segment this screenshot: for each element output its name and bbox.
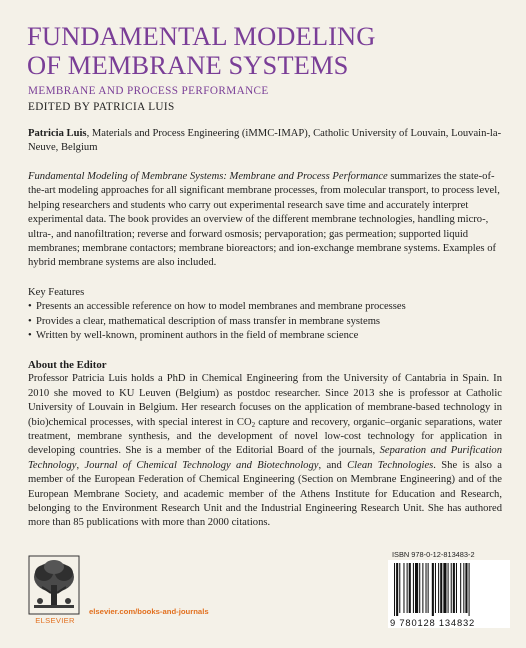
description-text: summarizes the state-of-the-art modeling approaches for all significant membrane processes, from molecular transport, to process level, helping researchers and students who carry out experimental research save time and accurately interpret experimental data. The book provides an overview of the different membrane technologies, handling micro-, ultra-, and nanofiltration; reverse and forward osmosis; pervaporation; gas permeation; supported liquid membranes; membrane contactors; membrane bioreactors; and ion-exchange membrane systems. Examples of hybrid membrane systems are also included.	[28, 171, 500, 269]
book-title-line-2: OF MEMBRANE SYSTEMS	[27, 50, 349, 80]
barcode-bars-icon	[388, 560, 510, 616]
publisher-url[interactable]: elsevier.com/books-and-journals	[89, 607, 209, 616]
about-the-editor	[28, 358, 502, 531]
barcode-bar	[396, 563, 398, 616]
barcode-bar	[407, 563, 408, 613]
list-item: • Provides a clear, mathematical description of mass transfer in membrane systems	[28, 315, 502, 329]
editor-affiliation	[28, 127, 502, 156]
barcode-bar	[419, 563, 420, 613]
key-features-list	[28, 300, 502, 343]
book-title-line-1: FUNDAMENTAL MODELING	[27, 21, 376, 51]
barcode-bar	[394, 563, 395, 616]
subscript: 2	[251, 420, 256, 429]
barcode-bar	[469, 563, 470, 616]
journal-name: Clean Technologies	[347, 459, 434, 471]
barcode-bar	[415, 563, 418, 613]
barcode-bar	[426, 563, 427, 613]
book-title	[27, 22, 507, 80]
barcode-bar	[453, 563, 455, 613]
barcode-bar	[435, 563, 436, 613]
affiliation-text: , Materials and Process Engineering (iMMC-IMAP), Catholic University of Louvain, Louvain-la-Neuve, Belgium	[28, 128, 502, 154]
barcode-bar	[465, 563, 467, 613]
barcode-bar	[456, 563, 457, 613]
barcode-bar	[432, 563, 434, 616]
list-item: • Written by well-known, prominent authors in the field of membrane science	[28, 329, 502, 343]
about-editor-text: Professor Patricia Luis holds a PhD in Chemical Engineering from the University of Cantabria in Spain. In 2010 she moved to KU Leuven (Belgium) as postdoc researcher. Since 2013 she is professor at Catholic University of Louvain in Belgium. Her research focuses on the application of membrane-based technology in (bio)chemical processes, with special interest in $CO_2$ capture and recovery, organic–organic separations, water treatment, membrane synthesis, and the development of novel low-cost technology for application in developing countries. She is a member of the Editorial Board of the journals, Separation and Purification Technology, Journal of Chemical Technology and Biotechnology, and Clean Technologies. She is also a member of the European Federation of Chemical Engineering (Section on Membrane Engineering) and of the European Membrane Society, and academic member of the Athens Institute for Education and Research, belonging to the Environment Research Unit and the Industrial Engineering Research Unit. She has authored more than 85 publications with more than 2000 citations.	[28, 373, 503, 529]
publisher-name: ELSEVIER	[35, 616, 75, 625]
barcode-bar	[443, 563, 446, 613]
barcode-bar	[463, 563, 464, 613]
key-features	[28, 286, 502, 344]
barcode-bar	[460, 563, 461, 613]
about-editor-heading: About the Editor	[28, 359, 107, 371]
journal-name: Separation and Purification Technology	[28, 445, 502, 471]
journal-name: Journal of Chemical Technology and Biotechnology	[84, 459, 319, 471]
barcode-bar	[438, 563, 439, 613]
isbn-label: ISBN 978-0-12-813483-2	[392, 550, 475, 559]
book-subtitle: MEMBRANE AND PROCESS PERFORMANCE	[28, 85, 269, 97]
barcode-digits: 9 780128 134832	[390, 617, 475, 628]
barcode-bar	[399, 563, 400, 613]
edited-by: EDITED BY PATRICIA LUIS	[28, 101, 175, 113]
barcode-bar	[451, 563, 452, 613]
barcode-bar	[413, 563, 414, 613]
barcode-bar	[440, 563, 442, 613]
barcode-bar	[409, 563, 411, 613]
bullet-icon: •	[28, 315, 32, 327]
barcode-bar	[428, 563, 429, 613]
bullet-icon: •	[28, 301, 32, 313]
elsevier-tree-logo-icon	[28, 555, 80, 615]
key-features-heading: Key Features	[28, 287, 85, 298]
editor-name: Patricia Luis	[28, 128, 87, 139]
barcode-bar	[448, 563, 449, 613]
book-description	[28, 170, 502, 271]
bullet-icon: •	[28, 330, 32, 342]
list-item: • Presents an accessible reference on how to model membranes and membrane processes	[28, 300, 502, 314]
description-book-title: Fundamental Modeling of Membrane Systems: Membrane and Process Performance	[28, 171, 388, 182]
barcode-bar	[403, 563, 404, 613]
barcode-bar	[422, 563, 423, 613]
